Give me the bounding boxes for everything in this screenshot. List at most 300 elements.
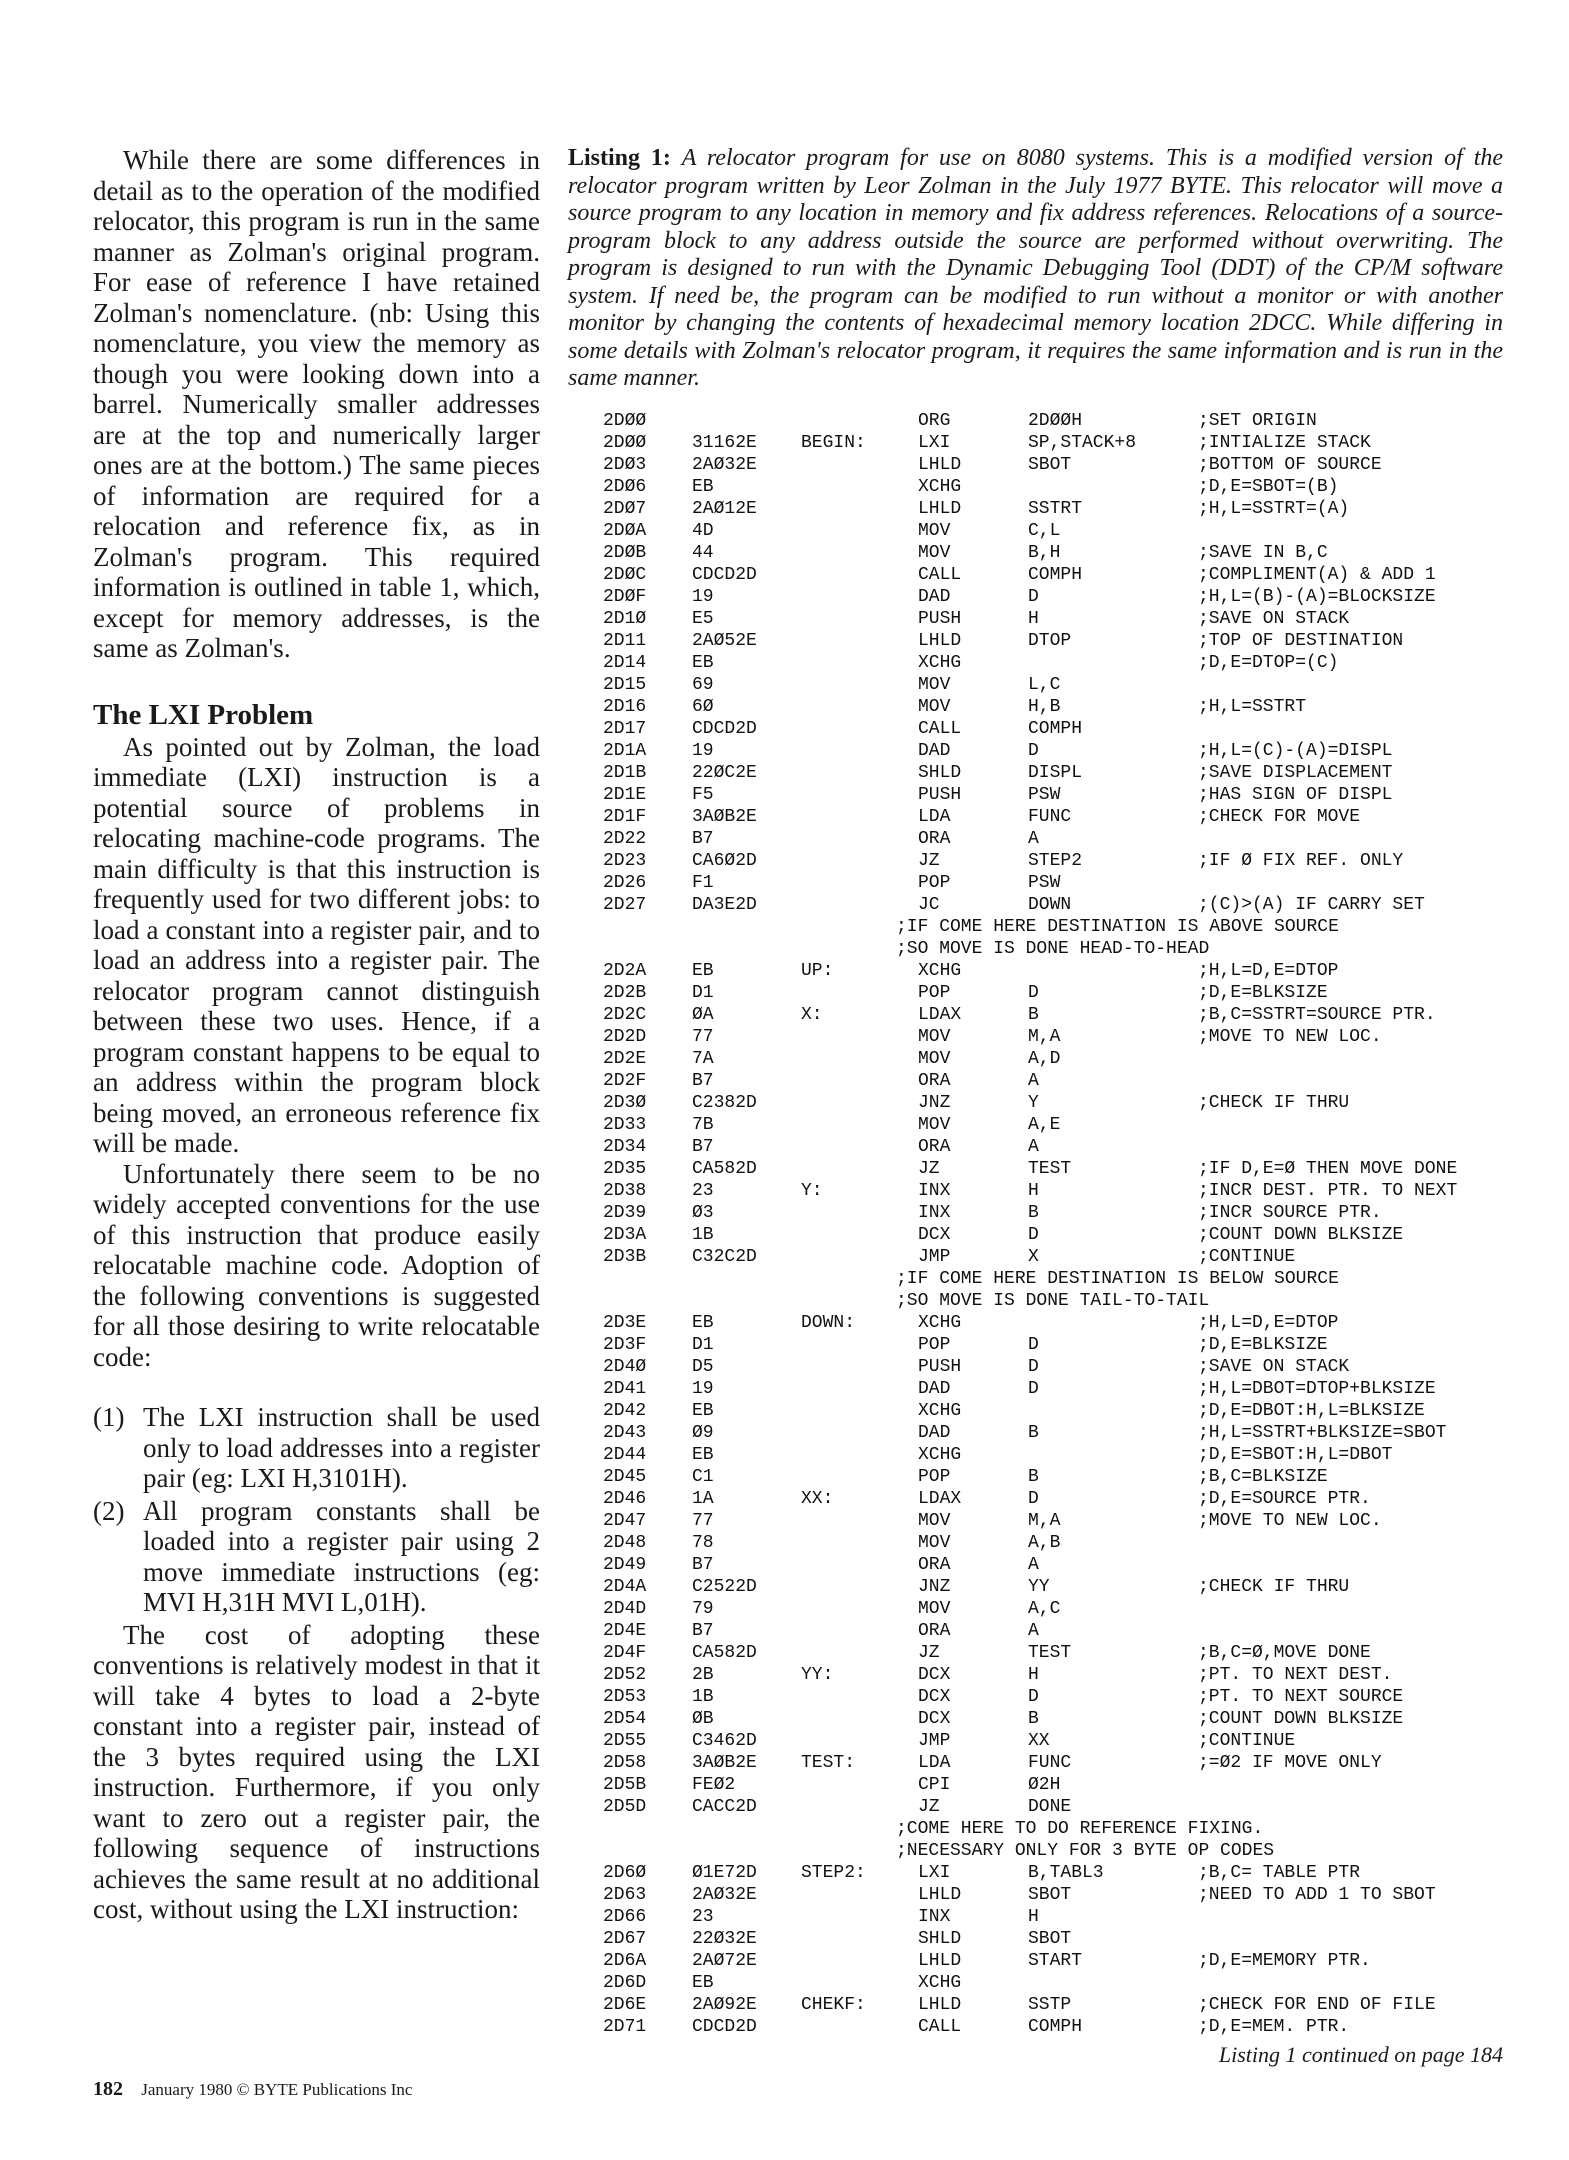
listing-line — [603, 894, 1523, 916]
listing-mnemonic: LHLD — [918, 499, 962, 519]
listing-mnemonic: PUSH — [918, 1357, 962, 1377]
listing-comment: ;H,L=DBOT=DTOP+BLKSIZE — [1198, 1379, 1436, 1399]
listing-mnemonic: JZ — [918, 1797, 940, 1817]
listing-operand: SSTP — [1028, 1995, 1072, 2015]
listing-opcode-bytes: C2522D — [692, 1577, 757, 1597]
listing-operand: B — [1028, 1709, 1039, 1729]
listing-operand: A — [1028, 1621, 1039, 1641]
listing-opcode-bytes: D5 — [692, 1357, 714, 1377]
listing-comment: ;SAVE ON STACK — [1198, 609, 1350, 629]
listing-opcode-bytes: EB — [692, 1401, 714, 1421]
listing-address: 2D1F — [603, 807, 647, 827]
listing-address: 2D2B — [603, 983, 647, 1003]
listing-mnemonic: XCHG — [918, 961, 962, 981]
listing-opcode-bytes: 19 — [692, 587, 714, 607]
listing-address: 2D4E — [603, 1621, 647, 1641]
listing-opcode-bytes: 69 — [692, 675, 714, 695]
listing-address: 2D3A — [603, 1225, 647, 1245]
listing-mnemonic: POP — [918, 1467, 951, 1487]
listing-comment: ;CHECK FOR MOVE — [1198, 807, 1361, 827]
listing-opcode-bytes: 7B — [692, 1115, 714, 1135]
listing-opcode-bytes: C1 — [692, 1467, 714, 1487]
listing-operand: YY — [1028, 1577, 1050, 1597]
listing-comment: ;D,E=MEM. PTR. — [1198, 2017, 1350, 2037]
listing-opcode-bytes: 3AØB2E — [692, 1753, 757, 1773]
listing-line — [603, 542, 1523, 564]
listing-comment: ;CHECK FOR END OF FILE — [1198, 1995, 1436, 2015]
listing-address: 2D2A — [603, 961, 647, 981]
listing-line — [603, 1884, 1523, 1906]
listing-operand: DONE — [1028, 1797, 1072, 1817]
listing-line — [603, 498, 1523, 520]
listing-opcode-bytes: B7 — [692, 1555, 714, 1575]
listing-operand: B,H — [1028, 543, 1061, 563]
list-item — [93, 1402, 540, 1494]
listing-operand: DOWN — [1028, 895, 1072, 915]
listing-operand: PSW — [1028, 873, 1061, 893]
listing-operand: L,C — [1028, 675, 1061, 695]
listing-mnemonic: ORA — [918, 829, 951, 849]
listing-opcode-bytes: 79 — [692, 1599, 714, 1619]
listing-comment: ;BOTTOM OF SOURCE — [1198, 455, 1382, 475]
listing-comment: ;CHECK IF THRU — [1198, 1577, 1350, 1597]
listing-operand: TEST — [1028, 1159, 1072, 1179]
listing-mnemonic: JMP — [918, 1731, 951, 1751]
listing-opcode-bytes: 77 — [692, 1027, 714, 1047]
listing-comment: ;IF D,E=Ø THEN MOVE DONE — [1198, 1159, 1458, 1179]
listing-address: 2D53 — [603, 1687, 647, 1707]
listing-mnemonic: JZ — [918, 851, 940, 871]
listing-address: 2D34 — [603, 1137, 647, 1157]
listing-comment-line: ;SO MOVE IS DONE TAIL-TO-TAIL — [896, 1291, 1210, 1311]
listing-address: 2D6D — [603, 1973, 647, 1993]
listing-address: 2D63 — [603, 1885, 647, 1905]
listing-line — [603, 1664, 1523, 1686]
listing-mnemonic: SHLD — [918, 1929, 962, 1949]
listing-opcode-bytes: 2AØ52E — [692, 631, 757, 651]
convention-list — [93, 1402, 540, 1618]
listing-address: 2D33 — [603, 1115, 647, 1135]
listing-operand: Y — [1028, 1093, 1039, 1113]
listing-opcode-bytes: 1B — [692, 1687, 714, 1707]
listing-label: X: — [801, 1005, 823, 1025]
listing-opcode-bytes: 23 — [692, 1181, 714, 1201]
listing-address: 2D15 — [603, 675, 647, 695]
listing-opcode-bytes: EB — [692, 653, 714, 673]
listing-line — [603, 608, 1523, 630]
listing-opcode-bytes: 19 — [692, 741, 714, 761]
listing-opcode-bytes: Ø9 — [692, 1423, 714, 1443]
listing-operand: XX — [1028, 1731, 1050, 1751]
listing-line — [603, 982, 1523, 1004]
listing-opcode-bytes: CA6Ø2D — [692, 851, 757, 871]
listing-opcode-bytes: ØB — [692, 1709, 714, 1729]
listing-mnemonic: LHLD — [918, 1885, 962, 1905]
listing-mnemonic: DAD — [918, 1379, 951, 1399]
listing-opcode-bytes: 2AØ32E — [692, 455, 757, 475]
listing-mnemonic: LDA — [918, 807, 951, 827]
list-item — [93, 1496, 540, 1618]
listing-line — [603, 1686, 1523, 1708]
listing-mnemonic: XCHG — [918, 1445, 962, 1465]
listing-operand: D — [1028, 1225, 1039, 1245]
listing-operand: D — [1028, 741, 1039, 761]
listing-opcode-bytes: EB — [692, 961, 714, 981]
listing-operand: D — [1028, 983, 1039, 1003]
listing-address: 2D58 — [603, 1753, 647, 1773]
listing-comment: ;INCR SOURCE PTR. — [1198, 1203, 1382, 1223]
listing-address: 2D16 — [603, 697, 647, 717]
listing-line — [603, 1598, 1523, 1620]
listing-mnemonic: JNZ — [918, 1093, 951, 1113]
listing-opcode-bytes: EB — [692, 1445, 714, 1465]
listing-address: 2DØØ — [603, 433, 647, 453]
listing-line — [603, 828, 1523, 850]
listing-opcode-bytes: 44 — [692, 543, 714, 563]
listing-comment: ;H,L=SSTRT=(A) — [1198, 499, 1350, 519]
listing-line — [603, 696, 1523, 718]
listing-opcode-bytes: CDCD2D — [692, 2017, 757, 2037]
listing-opcode-bytes: 31162E — [692, 433, 757, 453]
listing-comment-line: ;SO MOVE IS DONE HEAD-TO-HEAD — [896, 939, 1210, 959]
listing-opcode-bytes: 1B — [692, 1225, 714, 1245]
listing-operand: Ø2H — [1028, 1775, 1061, 1795]
listing-line — [603, 454, 1523, 476]
listing-operand: SBOT — [1028, 1885, 1072, 1905]
listing-mnemonic: JC — [918, 895, 940, 915]
listing-comment: ;H,L=(B)-(A)=BLOCKSIZE — [1198, 587, 1436, 607]
listing-mnemonic: MOV — [918, 1599, 951, 1619]
listing-operand: H — [1028, 1665, 1039, 1685]
listing-opcode-bytes: 4D — [692, 521, 714, 541]
listing-mnemonic: MOV — [918, 1049, 951, 1069]
listing-mnemonic: SHLD — [918, 763, 962, 783]
listing-operand: B — [1028, 1203, 1039, 1223]
listing-opcode-bytes: B7 — [692, 1137, 714, 1157]
listing-comment: ;H,L=(C)-(A)=DISPL — [1198, 741, 1393, 761]
listing-comment-line: ;COME HERE TO DO REFERENCE FIXING. — [896, 1819, 1264, 1839]
listing-address: 2D4D — [603, 1599, 647, 1619]
listing-address: 2D2E — [603, 1049, 647, 1069]
listing-address: 2D27 — [603, 895, 647, 915]
listing-address: 2D23 — [603, 851, 647, 871]
listing-mnemonic: CPI — [918, 1775, 951, 1795]
listing-mnemonic: CALL — [918, 565, 962, 585]
listing-opcode-bytes: EB — [692, 477, 714, 497]
listing-operand: A — [1028, 1071, 1039, 1091]
listing-mnemonic: DAD — [918, 587, 951, 607]
listing-line — [603, 806, 1523, 828]
listing-comment: ;SAVE ON STACK — [1198, 1357, 1350, 1377]
listing-mnemonic: MOV — [918, 1533, 951, 1553]
listing-comment: ;(C)>(A) IF CARRY SET — [1198, 895, 1425, 915]
listing-operand: H,B — [1028, 697, 1061, 717]
listing-mnemonic: DCX — [918, 1665, 951, 1685]
paragraph-conventions: Unfortunately there seem to be no widely accepted conventions for the use of this instruction that produce easily relocatable machine code. Adoption of the following conventions is suggested for all those desiring to write relocatable code: — [93, 1158, 540, 1372]
listing-address: 2D71 — [603, 2017, 647, 2037]
listing-operand: A,E — [1028, 1115, 1061, 1135]
listing-operand: M,A — [1028, 1511, 1061, 1531]
listing-mnemonic: XCHG — [918, 653, 962, 673]
listing-line — [603, 1708, 1523, 1730]
listing-operand: B — [1028, 1423, 1039, 1443]
listing-opcode-bytes: F5 — [692, 785, 714, 805]
listing-opcode-bytes: CDCD2D — [692, 719, 757, 739]
listing-operand: C,L — [1028, 521, 1061, 541]
listing-line — [603, 674, 1523, 696]
listing-line — [603, 1444, 1523, 1466]
listing-line — [603, 1048, 1523, 1070]
listing-operand: COMPH — [1028, 565, 1083, 585]
listing-line — [603, 630, 1523, 652]
listing-line — [603, 432, 1523, 454]
listing-address: 2D43 — [603, 1423, 647, 1443]
listing-line — [603, 1796, 1523, 1818]
listing-comment: ;CONTINUE — [1198, 1247, 1296, 1267]
list-item-text: The LXI instruction shall be used only to load addresses into a register pair (eg: LXI H,3101H). — [143, 1402, 540, 1493]
listing-line — [603, 1950, 1523, 1972]
listing-mnemonic: ORA — [918, 1621, 951, 1641]
listing-line — [603, 1158, 1523, 1180]
listing-operand: D — [1028, 1687, 1039, 1707]
listing-address: 2D3Ø — [603, 1093, 647, 1113]
listing-label: TEST: — [801, 1753, 856, 1773]
listing-operand: DTOP — [1028, 631, 1072, 651]
listing-opcode-bytes: B7 — [692, 829, 714, 849]
body-text-column — [93, 145, 540, 1925]
listing-address: 2D66 — [603, 1907, 647, 1927]
listing-address: 2D35 — [603, 1159, 647, 1179]
listing-address: 2D44 — [603, 1445, 647, 1465]
listing-line — [603, 850, 1523, 872]
listing-address: 2D47 — [603, 1511, 647, 1531]
listing-comment: ;MOVE TO NEW LOC. — [1198, 1027, 1382, 1047]
listing-operand: H — [1028, 1181, 1039, 1201]
listing-mnemonic: MOV — [918, 1115, 951, 1135]
listing-opcode-bytes: CA582D — [692, 1159, 757, 1179]
listing-mnemonic: LDAX — [918, 1489, 962, 1509]
listing-mnemonic: XCHG — [918, 1313, 962, 1333]
listing-label: UP: — [801, 961, 834, 981]
listing-mnemonic: INX — [918, 1181, 951, 1201]
listing-opcode-bytes: 2AØ32E — [692, 1885, 757, 1905]
listing-mnemonic: MOV — [918, 543, 951, 563]
listing-operand: PSW — [1028, 785, 1061, 805]
listing-mnemonic: LHLD — [918, 455, 962, 475]
listing-opcode-bytes: 2B — [692, 1665, 714, 1685]
listing-line — [603, 872, 1523, 894]
listing-line — [603, 1114, 1523, 1136]
listing-mnemonic: ORA — [918, 1137, 951, 1157]
listing-operand: DISPL — [1028, 763, 1083, 783]
listing-comment: ;COUNT DOWN BLKSIZE — [1198, 1709, 1404, 1729]
listing-line — [603, 1202, 1523, 1224]
listing-line — [603, 784, 1523, 806]
listing-comment: ;D,E=BLKSIZE — [1198, 983, 1328, 1003]
listing-operand: COMPH — [1028, 719, 1083, 739]
listing-operand: SBOT — [1028, 1929, 1072, 1949]
listing-mnemonic: JZ — [918, 1643, 940, 1663]
listing-address: 2D48 — [603, 1533, 647, 1553]
listing-opcode-bytes: 23 — [692, 1907, 714, 1927]
listing-line — [603, 1070, 1523, 1092]
listing-line — [603, 1752, 1523, 1774]
listing-operand: X — [1028, 1247, 1039, 1267]
listing-address: 2D38 — [603, 1181, 647, 1201]
listing-line — [603, 1268, 1523, 1290]
listing-line — [603, 1092, 1523, 1114]
listing-address: 2D11 — [603, 631, 647, 651]
listing-mnemonic: DCX — [918, 1687, 951, 1707]
listing-line — [603, 1642, 1523, 1664]
listing-comment: ;HAS SIGN OF DISPL — [1198, 785, 1393, 805]
listing-comment: ;H,L=SSTRT+BLKSIZE=SBOT — [1198, 1423, 1447, 1443]
listing-mnemonic: CALL — [918, 719, 962, 739]
listing-comment: ;COMPLIMENT(A) & ADD 1 — [1198, 565, 1436, 585]
listing-address: 2D4A — [603, 1577, 647, 1597]
listing-mnemonic: ORA — [918, 1555, 951, 1575]
listing-label: DOWN: — [801, 1313, 856, 1333]
listing-comment: ;PT. TO NEXT SOURCE — [1198, 1687, 1404, 1707]
listing-comment: ;SAVE DISPLACEMENT — [1198, 763, 1393, 783]
listing-address: 2D5D — [603, 1797, 647, 1817]
listing-label: XX: — [801, 1489, 834, 1509]
listing-address: 2D1B — [603, 763, 647, 783]
caption-text: A relocator program for use on 8080 systems. This is a modified version of the relocator program written by Leor Zolman in the July 1977 BYTE. This relocator will move a source program to any location in memory and fix address references. Relocations of a source-program block to any address outside the source are performed without overwriting. The program is designed to run with the Dynamic Debugging Tool (DDT) of the CP/M software system. If need be, the program can be modified to run without a monitor or with another monitor by changing the contents of hexadecimal memory location 2DCC. While differing in some details with Zolman's relocator program, it requires the same information and is run in the same manner. — [568, 145, 1504, 391]
listing-line — [603, 1466, 1523, 1488]
listing-comment: ;B,C=SSTRT=SOURCE PTR. — [1198, 1005, 1436, 1025]
listing-address: 2DØ3 — [603, 455, 647, 475]
listing-comment: ;MOVE TO NEW LOC. — [1198, 1511, 1382, 1531]
listing-address: 2D41 — [603, 1379, 647, 1399]
listing-operand: D — [1028, 1489, 1039, 1509]
continued-note: Listing 1 continued on page 184 — [1218, 2042, 1503, 2067]
listing-operand: D — [1028, 1357, 1039, 1377]
listing-mnemonic: LDA — [918, 1753, 951, 1773]
listing-opcode-bytes: 1A — [692, 1489, 714, 1509]
listing-comment: ;B,C=Ø,MOVE DONE — [1198, 1643, 1371, 1663]
listing-operand: D — [1028, 1335, 1039, 1355]
listing-mnemonic: JNZ — [918, 1577, 951, 1597]
listing-mnemonic: XCHG — [918, 1973, 962, 1993]
listing-address: 2D6A — [603, 1951, 647, 1971]
listing-line — [603, 520, 1523, 542]
listing-mnemonic: ORG — [918, 411, 951, 431]
listing-address: 2D67 — [603, 1929, 647, 1949]
listing-line — [603, 1928, 1523, 1950]
listing-address: 2DØC — [603, 565, 647, 585]
listing-operand: FUNC — [1028, 807, 1072, 827]
listing-mnemonic: POP — [918, 873, 951, 893]
listing-comment-line: ;NECESSARY ONLY FOR 3 BYTE OP CODES — [896, 1841, 1275, 1861]
listing-line — [603, 652, 1523, 674]
listing-comment: ;D,E=BLKSIZE — [1198, 1335, 1328, 1355]
listing-opcode-bytes: D1 — [692, 1335, 714, 1355]
listing-comment: ;H,L=D,E=DTOP — [1198, 1313, 1339, 1333]
listing-opcode-bytes: B7 — [692, 1071, 714, 1091]
listing-mnemonic: LDAX — [918, 1005, 962, 1025]
listing-opcode-bytes: 7A — [692, 1049, 714, 1069]
listing-address: 2D3E — [603, 1313, 647, 1333]
listing-line — [603, 960, 1523, 982]
paragraph-intro: While there are some differences in detail as to the operation of the modified relocator, this program is run in the same manner as Zolman's original program. For ease of reference I have retained Zolman's nomenclature. (nb: Using this nomenclature, you view the memory as though you were looking down into a barrel. Numerically smaller addresses are at the top and numerically larger ones are at the bottom.) The same pieces of information are required for a relocation and reference fix, as in Zolman's program. This required information is outlined in table 1, which, except for memory addresses, is the same as Zolman's. — [93, 145, 540, 663]
listing-mnemonic: POP — [918, 983, 951, 1003]
listing-opcode-bytes: CACC2D — [692, 1797, 757, 1817]
listing-mnemonic: INX — [918, 1203, 951, 1223]
listing-address: 2DØA — [603, 521, 647, 541]
listing-operand: SSTRT — [1028, 499, 1083, 519]
listing-opcode-bytes: 22Ø32E — [692, 1929, 757, 1949]
listing-operand: B — [1028, 1467, 1039, 1487]
listing-address: 2D3F — [603, 1335, 647, 1355]
listing-comment: ;D,E=SBOT:H,L=DBOT — [1198, 1445, 1393, 1465]
listing-caption — [568, 145, 1503, 393]
listing-line — [603, 1972, 1523, 1994]
listing-address: 2D52 — [603, 1665, 647, 1685]
listing-opcode-bytes: EB — [692, 1973, 714, 1993]
listing-address: 2D6E — [603, 1995, 647, 2015]
listing-comment: ;SET ORIGIN — [1198, 411, 1317, 431]
listing-address: 2D39 — [603, 1203, 647, 1223]
listing-line — [603, 1334, 1523, 1356]
listing-address: 2D3B — [603, 1247, 647, 1267]
listing-address: 2D6Ø — [603, 1863, 647, 1883]
listing-operand: SP,STACK+8 — [1028, 433, 1137, 453]
listing-address: 2DØ7 — [603, 499, 647, 519]
listing-opcode-bytes: 77 — [692, 1511, 714, 1531]
listing-address: 2DØ6 — [603, 477, 647, 497]
listing-label: Y: — [801, 1181, 823, 1201]
listing-operand: B,TABL3 — [1028, 1863, 1104, 1883]
listing-line — [603, 1488, 1523, 1510]
listing-line — [603, 1246, 1523, 1268]
listing-operand: FUNC — [1028, 1753, 1072, 1773]
section-heading: The LXI Problem — [93, 698, 314, 731]
listing-line — [603, 718, 1523, 740]
listing-label: BEGIN: — [801, 433, 866, 453]
listing-label: STEP2: — [801, 1863, 866, 1883]
listing-opcode-bytes: 22ØC2E — [692, 763, 757, 783]
paragraph-cost: The cost of adopting these conventions is relatively modest in that it will take 4 bytes to load a 2-byte constant into a register pair, instead of the 3 bytes required using the LXI instruction. Furthermore, if you only want to zero out a register pair, the following sequence of instructions achieves the same result at no additional cost, without using the LXI instruction: — [93, 1619, 540, 1924]
listing-operand: D — [1028, 587, 1039, 607]
listing-line — [603, 476, 1523, 498]
listing-operand: A — [1028, 1555, 1039, 1575]
listing-mnemonic: MOV — [918, 675, 951, 695]
listing-mnemonic: ORA — [918, 1071, 951, 1091]
listing-opcode-bytes: CA582D — [692, 1643, 757, 1663]
listing-operand: TEST — [1028, 1643, 1072, 1663]
listing-mnemonic: MOV — [918, 1027, 951, 1047]
listing-line — [603, 1554, 1523, 1576]
listing-opcode-bytes: C32C2D — [692, 1247, 757, 1267]
listing-line — [603, 564, 1523, 586]
listing-address: 2DØF — [603, 587, 647, 607]
listing-comment: ;COUNT DOWN BLKSIZE — [1198, 1225, 1404, 1245]
listing-line — [603, 1862, 1523, 1884]
listing-mnemonic: PUSH — [918, 785, 962, 805]
listing-mnemonic: DAD — [918, 1423, 951, 1443]
listing-operand: D — [1028, 1379, 1039, 1399]
listing-label: CHEKF: — [801, 1995, 866, 2015]
listing-line — [603, 938, 1523, 960]
listing-address: 2D17 — [603, 719, 647, 739]
listing-address: 2D2D — [603, 1027, 647, 1047]
listing-address: 2D22 — [603, 829, 647, 849]
listing-comment: ;B,C= TABLE PTR — [1198, 1863, 1361, 1883]
listing-line — [603, 1180, 1523, 1202]
listing-line — [603, 1840, 1523, 1862]
listing-operand: A — [1028, 1137, 1039, 1157]
